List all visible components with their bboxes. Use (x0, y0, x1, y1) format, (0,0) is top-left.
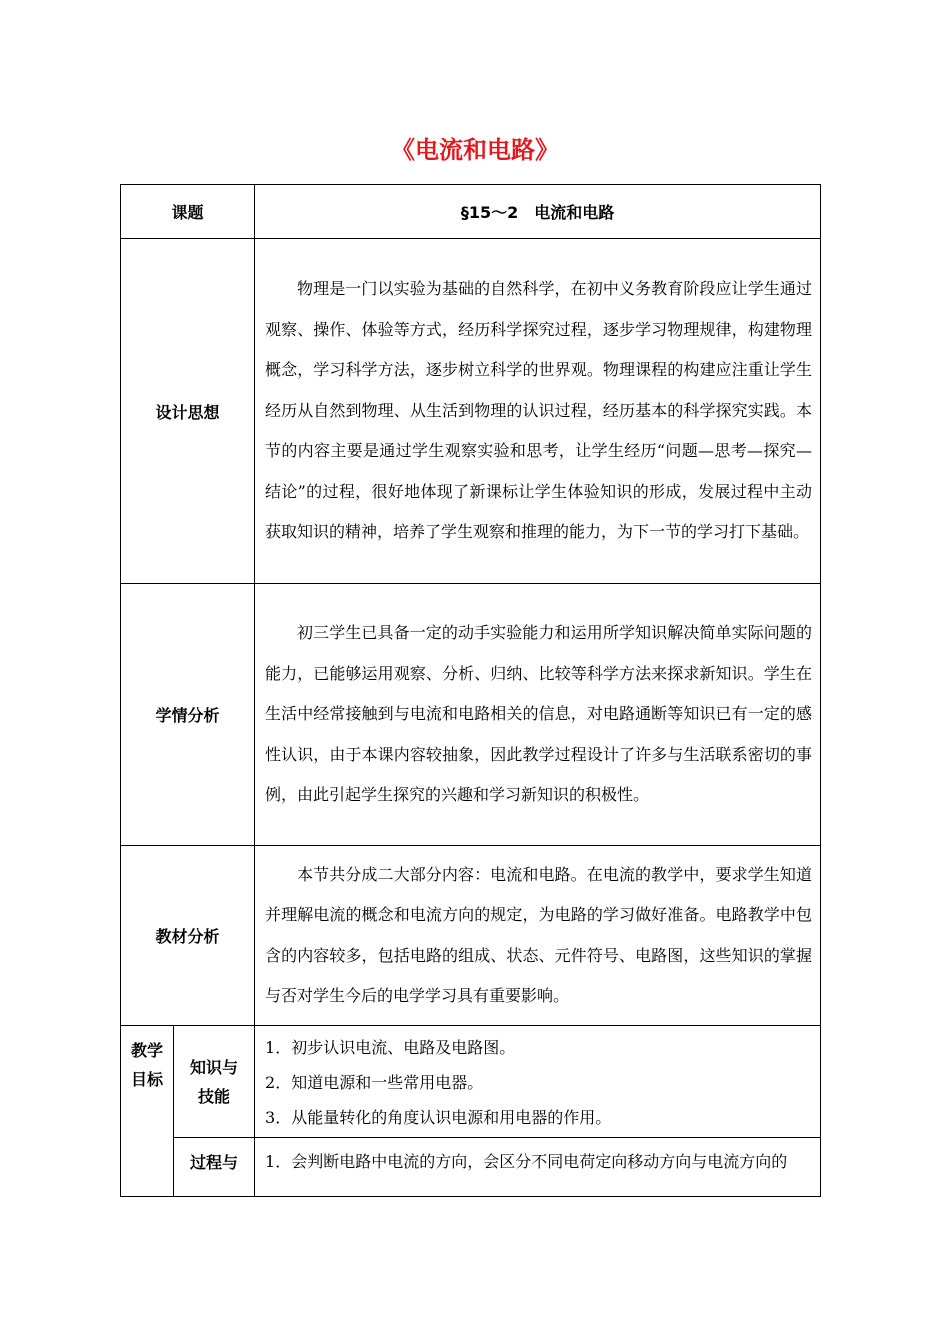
student-row (121, 584, 821, 846)
goals-label-line1: 教学 (130, 1041, 163, 1060)
material-text: 本节共分成二大部分内容：电流和电路。在电流的教学中，要求学生知道并理解电流的概念和电流方向的规定，为电路的学习做好准备。电路教学中包含的内容较多，包括电路的组成、状态、元件符号、电路图，这些知识的掌握与否对学生今后的电学学习具有重要影响。 (265, 864, 813, 1005)
topic-row (121, 185, 821, 239)
knowledge-label-line2: 技能 (198, 1086, 231, 1106)
material-row (121, 846, 821, 1026)
goals-label (121, 1026, 174, 1197)
process-row (121, 1138, 821, 1197)
material-label: 教材分析 (121, 846, 255, 1026)
student-text: 初三学生已具备一定的动手实验能力和运用所学知识解决简单实际问题的能力，已能够运用观察、分析、归纳、比较等科学方法来探求新知识。学生在生活中经常接触到与电流和电路相关的信息，对电路通断等知识已有一定的感性认识，由于本课内容较抽象，因此教学过程设计了许多与生活联系密切的事例，由此引起学生探究的兴趣和学习新知识的积极性。 (265, 623, 813, 805)
topic-label: 课题 (121, 185, 255, 239)
knowledge-item-1: 1．初步认识电流、电路及电路图。 (265, 1038, 516, 1057)
process-label: 过程与 (174, 1138, 255, 1197)
knowledge-item-2: 2．知道电源和一些常用电器。 (265, 1073, 484, 1092)
student-cell (255, 584, 821, 846)
design-cell (255, 239, 821, 584)
process-cell (255, 1138, 821, 1197)
knowledge-item-3: 3．从能量转化的角度认识电源和用电器的作用。 (265, 1108, 612, 1127)
process-item-1: 1．会判断电路中电流的方向，会区分不同电荷定向移动方向与电流方向的 (265, 1152, 788, 1171)
student-label: 学情分析 (121, 584, 255, 846)
knowledge-row (121, 1026, 821, 1138)
document-title: 《电流和电路》 (391, 136, 559, 164)
lesson-plan-table (120, 184, 821, 1197)
knowledge-cell (255, 1026, 821, 1138)
design-label: 设计思想 (121, 239, 255, 584)
design-row (121, 239, 821, 584)
knowledge-label-line1: 知识与 (190, 1057, 239, 1077)
knowledge-label (174, 1026, 255, 1138)
design-text: 物理是一门以实验为基础的自然科学，在初中义务教育阶段应让学生通过观察、操作、体验等方式，经历科学探究过程，逐步学习物理规律，构建物理概念，学习科学方法，逐步树立科学的世界观。物理课程的构建应注重让学生经历从自然到物理、从生活到物理的认识过程，经历基本的科学探究实践。本节的内容主要是通过学生观察实验和思考，让学生经历“问题—思考—探究—结论”的过程，很好地体现了新课标让学生体验知识的形成，发展过程中主动获取知识的精神，培养了学生观察和推理的能力，为下一节的学习打下基础。 (265, 279, 813, 542)
topic-value: §15～2 电流和电路 (255, 185, 821, 239)
goals-label-line2: 目标 (130, 1070, 163, 1089)
material-cell (255, 846, 821, 1026)
